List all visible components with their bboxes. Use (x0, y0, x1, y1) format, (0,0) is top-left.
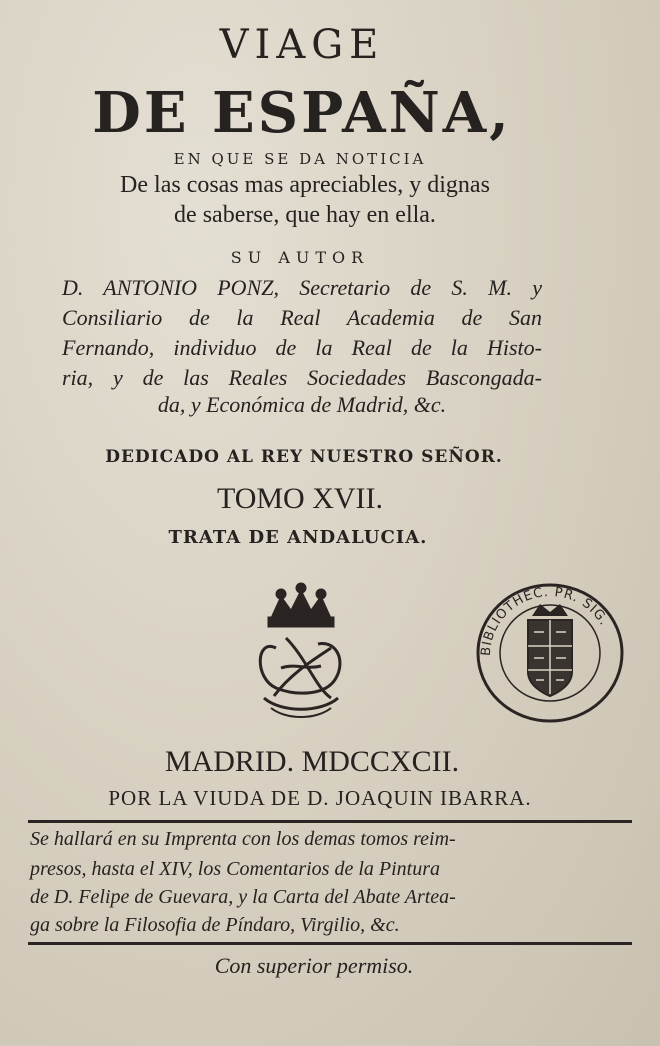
imprint-city-year: MADRID. MDCCXCII. (164, 745, 460, 778)
author-line: Consiliario de la Real Academia de San (62, 305, 542, 330)
imprint-note-line: Se hallará en su Imprenta con los demas tomos reim- (30, 828, 456, 850)
author-heading: SU AUTOR (230, 248, 370, 267)
imprint-note-line: presos, hasta el XIV, los Comentarios de la Pintura (30, 858, 440, 880)
imprint-note-line: de D. Felipe de Guevara, y la Carta del Abate Artea- (30, 886, 456, 908)
author-line: ria, y de las Reales Sociedades Bascongada- (62, 365, 542, 390)
description-line-1: De las cosas mas apreciables, y dignas (120, 172, 490, 198)
permission-line: Con superior permiso. (214, 953, 414, 978)
subtitle: EN QUE SE DA NOTICIA (173, 150, 427, 168)
author-line: Fernando, individuo de la Real de la Histo- (62, 335, 542, 360)
imprint-note-line: ga sobre la Filosofia de Píndaro, Virgilio, &c. (30, 914, 400, 936)
author-line: da, y Económica de Madrid, &c. (157, 392, 447, 417)
divider-rule (28, 942, 632, 945)
crowned-monogram-icon (236, 578, 366, 728)
imprint-printer: POR LA VIUDA DE D. JOAQUIN IBARRA. (108, 786, 532, 810)
title-line-1: VIAGE (219, 22, 385, 68)
stamp-text: BIBLIOTHEC. PR. SIG. (478, 584, 612, 657)
description-line-2: de saberse, que hay en ella. (174, 202, 436, 228)
author-line: D. ANTONIO PONZ, Secretario de S. M. y (62, 275, 542, 300)
dedication: DEDICADO AL REY NUESTRO SEÑOR. (105, 447, 503, 467)
volume-number: TOMO XVII. (216, 482, 384, 515)
divider-rule (28, 820, 632, 823)
title-line-2: DE ESPAÑA, (92, 80, 512, 146)
library-stamp-icon (470, 576, 630, 726)
volume-topic: TRATA DE ANDALUCIA. (168, 527, 428, 548)
